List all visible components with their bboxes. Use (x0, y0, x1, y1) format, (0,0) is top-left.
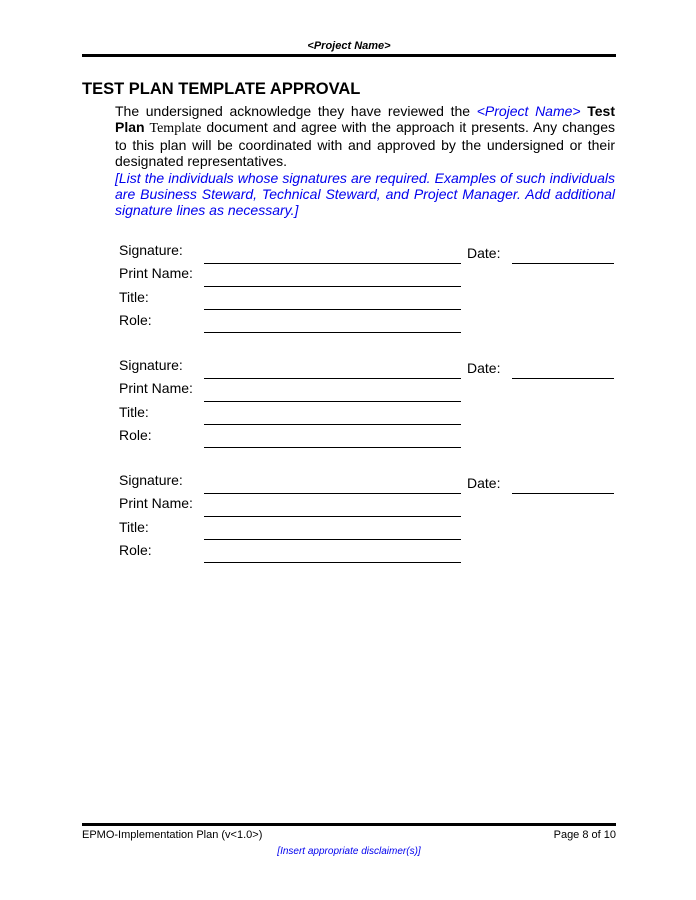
date-label: Date: (467, 475, 501, 491)
print-name-label: Print Name: (119, 495, 193, 511)
role-line[interactable] (204, 447, 461, 448)
signature-label: Signature: (119, 472, 183, 488)
signature-line[interactable] (204, 493, 461, 494)
signature-block-3 (0, 230, 696, 558)
date-label: Date: (467, 360, 501, 376)
date-line[interactable] (512, 493, 614, 494)
role-label: Role: (119, 312, 152, 328)
header-project-name: <Project Name> (307, 40, 391, 52)
date-line[interactable] (512, 378, 614, 379)
print-name-label: Print Name: (119, 265, 193, 281)
intro-text-end: document and agree with the approach it presents. Any changes to this plan will be coordinated with and approved by the undersigned or their designated representatives. (115, 119, 615, 169)
print-name-line[interactable] (204, 401, 461, 402)
intro-project-name: <Project Name> (476, 103, 581, 119)
intro-test-plan: Test Plan (115, 103, 615, 135)
date-label: Date: (467, 245, 501, 261)
role-label: Role: (119, 542, 152, 558)
intro-template-word: Template (149, 121, 202, 136)
footer-rule (82, 823, 616, 826)
title-label: Title: (119, 519, 149, 535)
footer-page-number: Page 8 of 10 (553, 829, 616, 841)
print-name-line[interactable] (204, 516, 461, 517)
title-line[interactable] (204, 539, 461, 540)
title-label: Title: (119, 289, 149, 305)
instructions-text: [List the individuals whose signatures are required. Examples of such individuals are Business Steward, Technical Steward, and Project Manager. Add additional signature lines as necessary.] (115, 170, 615, 218)
title-line[interactable] (204, 424, 461, 425)
section-title: TEST PLAN TEMPLATE APPROVAL (82, 80, 361, 98)
print-name-label: Print Name: (119, 380, 193, 396)
intro-text-start: The undersigned acknowledge they have reviewed the (115, 103, 477, 119)
signature-line[interactable] (204, 378, 461, 379)
signature-label: Signature: (119, 242, 183, 258)
title-label: Title: (119, 404, 149, 420)
role-label: Role: (119, 427, 152, 443)
signature-label: Signature: (119, 357, 183, 373)
role-line[interactable] (204, 562, 461, 563)
footer-doc-name: EPMO-Implementation Plan (v<1.0>) (82, 829, 263, 841)
footer-disclaimer: [Insert appropriate disclaimer(s)] (277, 846, 421, 857)
signature-block-2 (0, 115, 696, 443)
